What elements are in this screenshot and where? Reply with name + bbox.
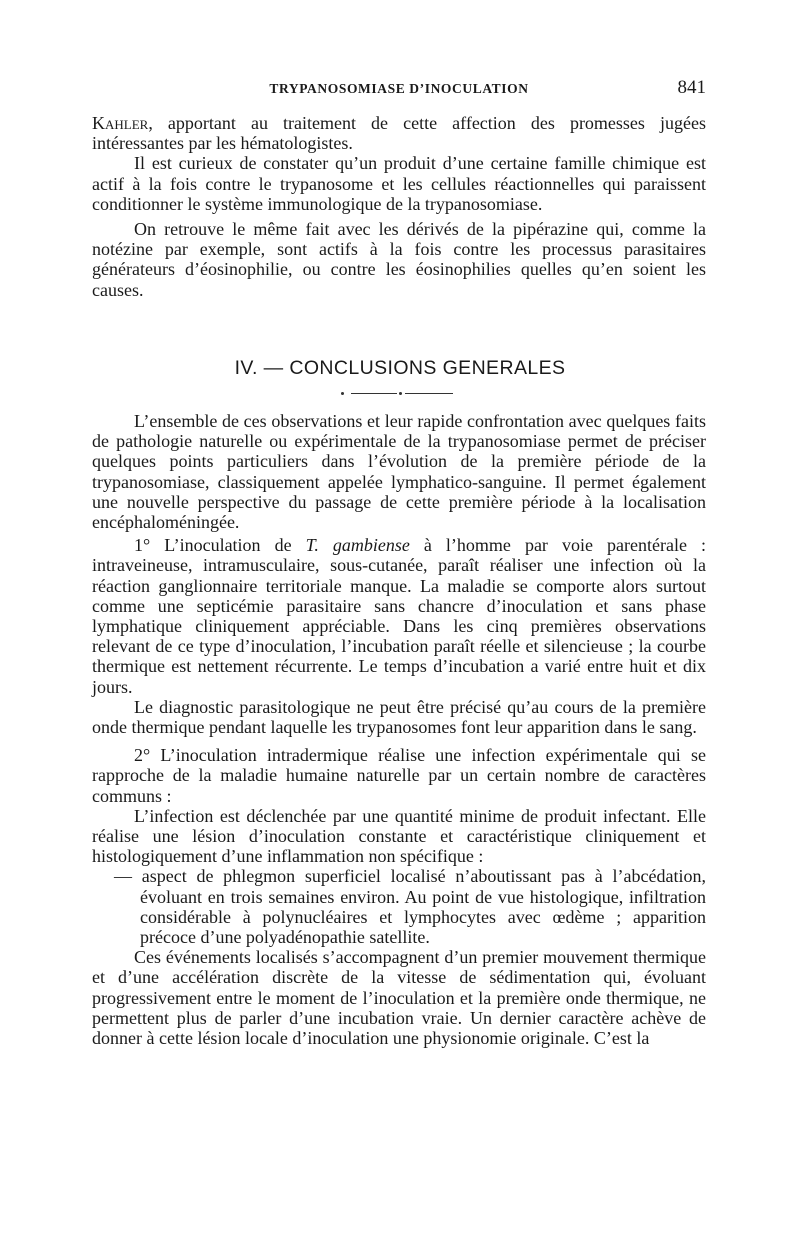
paragraph: Ces événements localisés s’accompagnent d’un premier mouvement thermique et d’une accélération discrète de la vitesse de sédimentation qui, évoluant progressivement entre le moment de l’inoculation et la première onde thermique, ne permettent plus de parler d’une incubation vraie. Un dernier caractère achève de donner à cette lésion locale d’inoculation une physionomie originale. C’est la xyxy=(92,947,706,1049)
text-block-top xyxy=(92,113,706,300)
paragraph: Il est curieux de constater qu’un produit d’une certaine famille chimique est actif à la fois contre le trypanosome et les cellules réactionnelles qui paraissent conditionner le système immunologique de la trypanosomiase. xyxy=(92,153,706,214)
ornament-dot xyxy=(341,392,344,395)
species-name: T. gambiense xyxy=(305,535,410,556)
running-title: TRYPANOSOMIASE D’INOCULATION xyxy=(269,81,529,96)
paragraph xyxy=(92,535,706,697)
running-header xyxy=(92,75,706,103)
paragraph: Le diagnostic parasitologique ne peut être précisé qu’au cours de la première onde thermique pendant laquelle les trypanosomes font leur apparition dans le sang. xyxy=(92,696,706,738)
ornament-dot xyxy=(399,392,402,395)
paragraph: On retrouve le même fait avec les dérivés de la pipérazine qui, comme la notézine par exemple, sont actifs à la fois contre les processus parasitaires générateurs d’éosinophilie, ou contre les éosinophilies quelles qu’en soient les causes. xyxy=(92,219,706,300)
paragraph-text: , apportant au traitement de cette affection des promesses jugées intéressantes par les hématologistes. xyxy=(92,113,706,154)
author-name: Kahler xyxy=(92,113,149,133)
paragraph-text: 1° L’inoculation de xyxy=(134,535,306,556)
ornament-line xyxy=(405,393,453,394)
text-block-conclusions xyxy=(92,411,706,1048)
ornament-divider xyxy=(341,391,461,397)
list-item: — aspect de phlegmon superficiel localisé n’aboutissant pas à l’abcédation, évoluant en trois semaines environ. Au point de vue histologique, infiltration considérable à polynucléaires et lymphocytes avec œdème ; apparition précoce d’une polyadénopathie satellite. xyxy=(114,866,706,948)
section-heading: IV. — CONCLUSIONS GENERALES xyxy=(234,357,566,379)
paragraph: L’infection est déclenchée par une quantité minime de produit infectant. Elle réalise une lésion d’inoculation constante et caractéristique cliniquement et histologiquement d’une inflammation non spécifique : xyxy=(92,805,706,867)
paragraph: 2° L’inoculation intradermique réalise une infection expérimentale qui se rapproche de la maladie humaine naturelle par un certain nombre de caractères communs : xyxy=(92,745,706,806)
paragraph-text: à l’homme par voie parentérale : intraveineuse, intramusculaire, sous-cutanée, paraît réaliser une infection où la réaction ganglionnaire territoriale manque. La maladie se comporte alors surtout comme une septicémie parasitaire sans chancre d’inoculation et sans phase lymphatique cliniquement appréciable. Dans les cinq premières observations relevant de ce type d’inoculation, l’incubation paraît réelle et silencieuse ; la courbe thermique est nettement récurrente. Le temps d’incubation a varié entre huit et dix jours. xyxy=(92,535,706,697)
paragraph: L’ensemble de ces observations et leur rapide confrontation avec quelques faits de pathologie naturelle ou expérimentale de la trypanosomiase permet de préciser quelques points particuliers dans l’évolution de la première période de la trypanosomiase, classiquement appelée lymphatico-sanguine. Il permet également une nouvelle perspective du passage de cette première période à la localisation encéphaloméningée. xyxy=(92,411,706,533)
paragraph xyxy=(92,113,706,153)
page-number: 841 xyxy=(677,77,706,98)
ornament-line xyxy=(351,393,397,394)
